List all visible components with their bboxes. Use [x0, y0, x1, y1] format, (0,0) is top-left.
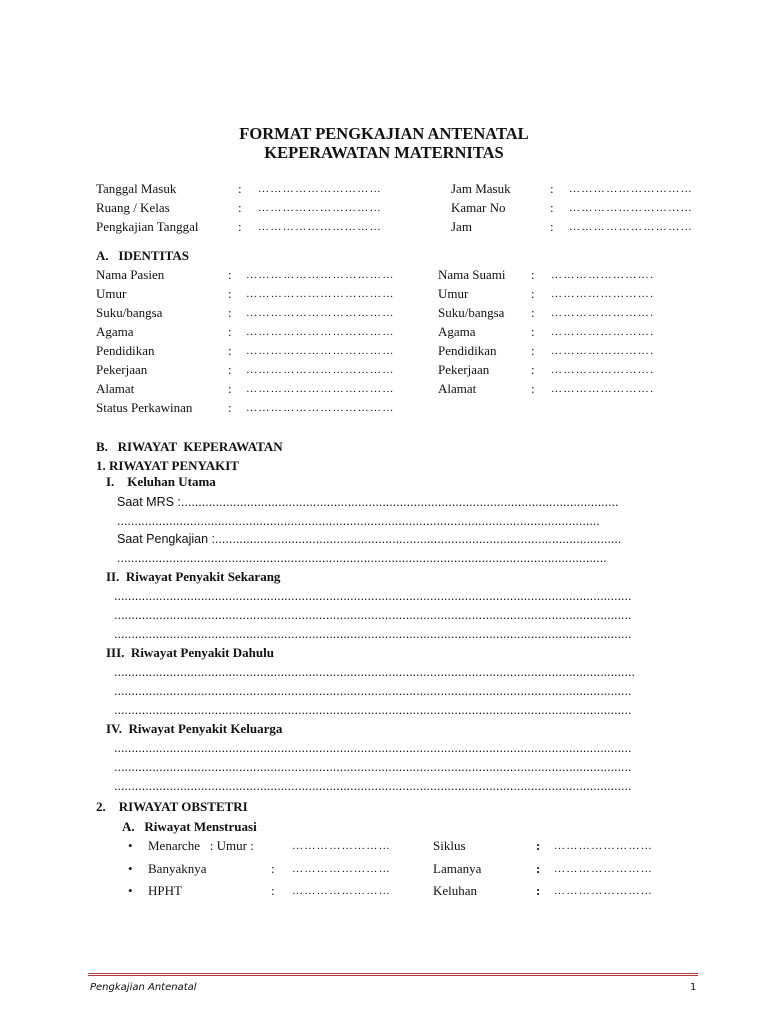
husband-sep: : [531, 305, 535, 320]
patient-label: Agama [96, 324, 134, 339]
lamanya-label: Lamanya [433, 861, 482, 876]
husband-sep: : [531, 381, 535, 396]
field-value[interactable]: ………………………… [258, 221, 382, 233]
keluhan-sep: : [536, 883, 541, 898]
field-value[interactable]: ………………………… [258, 202, 382, 214]
husband-sep: : [531, 343, 535, 358]
patient-label: Nama Pasien [96, 267, 165, 282]
keluhan-utama-heading: I. Keluhan Utama [106, 474, 216, 489]
husband-value[interactable]: ……………………. [551, 364, 655, 376]
riwayat-keluarga-line[interactable]: ..................................................................................................................................................... [114, 779, 632, 793]
field-label: Tanggal Masuk [96, 181, 177, 196]
husband-sep: : [531, 267, 535, 282]
field-label: Kamar No [451, 200, 506, 215]
keluhan-label: Keluhan [433, 883, 478, 898]
husband-label: Umur [438, 286, 469, 301]
patient-label: Status Perkawinan [96, 400, 193, 415]
patient-label: Pekerjaan [96, 362, 148, 377]
patient-sep: : [228, 324, 232, 339]
patient-label: Suku/bangsa [96, 305, 163, 320]
menarche-value[interactable]: …………………… [292, 840, 392, 852]
husband-label: Nama Suami [438, 267, 506, 282]
siklus-sep: : [536, 838, 541, 853]
page-number: 1 [690, 982, 697, 993]
husband-sep: : [531, 286, 535, 301]
riwayat-keluarga-line[interactable]: ..................................................................................................................................................... [114, 741, 632, 755]
patient-sep: : [228, 343, 232, 358]
field-label: Jam Masuk [451, 181, 511, 196]
riwayat-obstetri-heading: 2. RIWAYAT OBSTETRI [96, 799, 248, 814]
riwayat-dahulu-line[interactable]: ..................................................................................................................................................... [114, 703, 632, 717]
field-value[interactable]: ………………………… [569, 183, 693, 195]
footer-divider [88, 973, 698, 976]
husband-value[interactable]: ……………………. [551, 288, 655, 300]
patient-sep: : [228, 400, 232, 415]
saat-pengkajian-line[interactable]: Saat Pengkajian :..................................................................................................................... [117, 532, 622, 546]
keluhan-value[interactable]: …………………… [554, 885, 654, 897]
siklus-value[interactable]: …………………… [554, 840, 654, 852]
riwayat-penyakit-heading: 1. RIWAYAT PENYAKIT [96, 458, 239, 473]
patient-label: Umur [96, 286, 127, 301]
husband-value[interactable]: ……………………. [551, 345, 655, 357]
husband-value[interactable]: ……………………. [551, 269, 655, 281]
section-a-heading: A. IDENTITAS [96, 248, 189, 263]
patient-sep: : [228, 305, 232, 320]
field-sep: : [238, 200, 242, 215]
husband-value[interactable]: ……………………. [551, 383, 655, 395]
riwayat-dahulu-line[interactable]: ...................................................................................................................................................... [114, 665, 635, 679]
patient-value[interactable]: ……………………………… [246, 288, 395, 300]
husband-label: Alamat [438, 381, 477, 396]
husband-label: Suku/bangsa [438, 305, 505, 320]
footer-title: Pengkajian Antenatal [90, 982, 197, 993]
patient-sep: : [228, 286, 232, 301]
riwayat-keluarga-line[interactable]: ..................................................................................................................................................... [114, 760, 632, 774]
riwayat-sekarang-line[interactable]: ..................................................................................................................................................... [114, 608, 632, 622]
patient-label: Pendidikan [96, 343, 155, 358]
saat-mrs-line[interactable]: Saat MRS :.............................................................................................................................. [117, 495, 619, 509]
husband-sep: : [531, 324, 535, 339]
patient-value[interactable]: ……………………………… [246, 326, 395, 338]
document-title: FORMAT PENGKAJIAN ANTENATAL [239, 124, 529, 143]
patient-sep: : [228, 362, 232, 377]
banyaknya-sep: : [271, 861, 275, 876]
patient-value[interactable]: ……………………………… [246, 345, 395, 357]
field-label: Pengkajian Tanggal [96, 219, 199, 234]
field-label: Ruang / Kelas [96, 200, 170, 215]
patient-value[interactable]: ……………………………… [246, 402, 395, 414]
field-sep: : [238, 181, 242, 196]
field-value[interactable]: ………………………… [258, 183, 382, 195]
husband-value[interactable]: ……………………. [551, 326, 655, 338]
patient-value[interactable]: ……………………………… [246, 307, 395, 319]
field-label: Jam [451, 219, 472, 234]
riwayat-sekarang-line[interactable]: ..................................................................................................................................................... [114, 589, 632, 603]
section-b-heading: B. RIWAYAT KEPERAWATAN [96, 439, 283, 454]
patient-value[interactable]: ……………………………… [246, 364, 395, 376]
riwayat-dahulu-heading: III. Riwayat Penyakit Dahulu [106, 645, 274, 660]
husband-label: Pendidikan [438, 343, 497, 358]
siklus-label: Siklus [433, 838, 466, 853]
lamanya-sep: : [536, 861, 541, 876]
keluhan-continuation[interactable]: ........................................................................................................................................... [117, 514, 600, 528]
banyaknya-label: Banyaknya [148, 861, 207, 876]
riwayat-menstruasi-heading: A. Riwayat Menstruasi [122, 819, 257, 834]
keluhan-continuation[interactable]: ............................................................................................................................................. [117, 551, 607, 565]
hpht-value[interactable]: …………………… [292, 885, 392, 897]
husband-label: Pekerjaan [438, 362, 490, 377]
field-value[interactable]: ………………………… [569, 202, 693, 214]
riwayat-dahulu-line[interactable]: ..................................................................................................................................................... [114, 684, 632, 698]
husband-value[interactable]: ……………………. [551, 307, 655, 319]
patient-sep: : [228, 267, 232, 282]
field-sep: : [238, 219, 242, 234]
patient-label: Alamat [96, 381, 135, 396]
field-sep: : [550, 219, 554, 234]
field-sep: : [550, 200, 554, 215]
riwayat-sekarang-line[interactable]: ..................................................................................................................................................... [114, 627, 632, 641]
menarche-label: Menarche : Umur : [148, 838, 254, 853]
hpht-sep: : [271, 883, 275, 898]
patient-value[interactable]: ……………………………… [246, 269, 395, 281]
banyaknya-value[interactable]: …………………… [292, 863, 392, 875]
hpht-label: HPHT [148, 883, 182, 898]
bullet: • [128, 838, 133, 853]
husband-sep: : [531, 362, 535, 377]
patient-value[interactable]: ……………………………… [246, 383, 395, 395]
husband-label: Agama [438, 324, 476, 339]
document-subtitle: KEPERAWATAN MATERNITAS [264, 143, 504, 162]
lamanya-value[interactable]: …………………… [554, 863, 654, 875]
field-value[interactable]: ………………………… [569, 221, 693, 233]
riwayat-keluarga-heading: IV. Riwayat Penyakit Keluarga [106, 721, 283, 736]
bullet: • [128, 883, 133, 898]
patient-sep: : [228, 381, 232, 396]
riwayat-sekarang-heading: II. Riwayat Penyakit Sekarang [106, 569, 281, 584]
bullet: • [128, 861, 133, 876]
field-sep: : [550, 181, 554, 196]
